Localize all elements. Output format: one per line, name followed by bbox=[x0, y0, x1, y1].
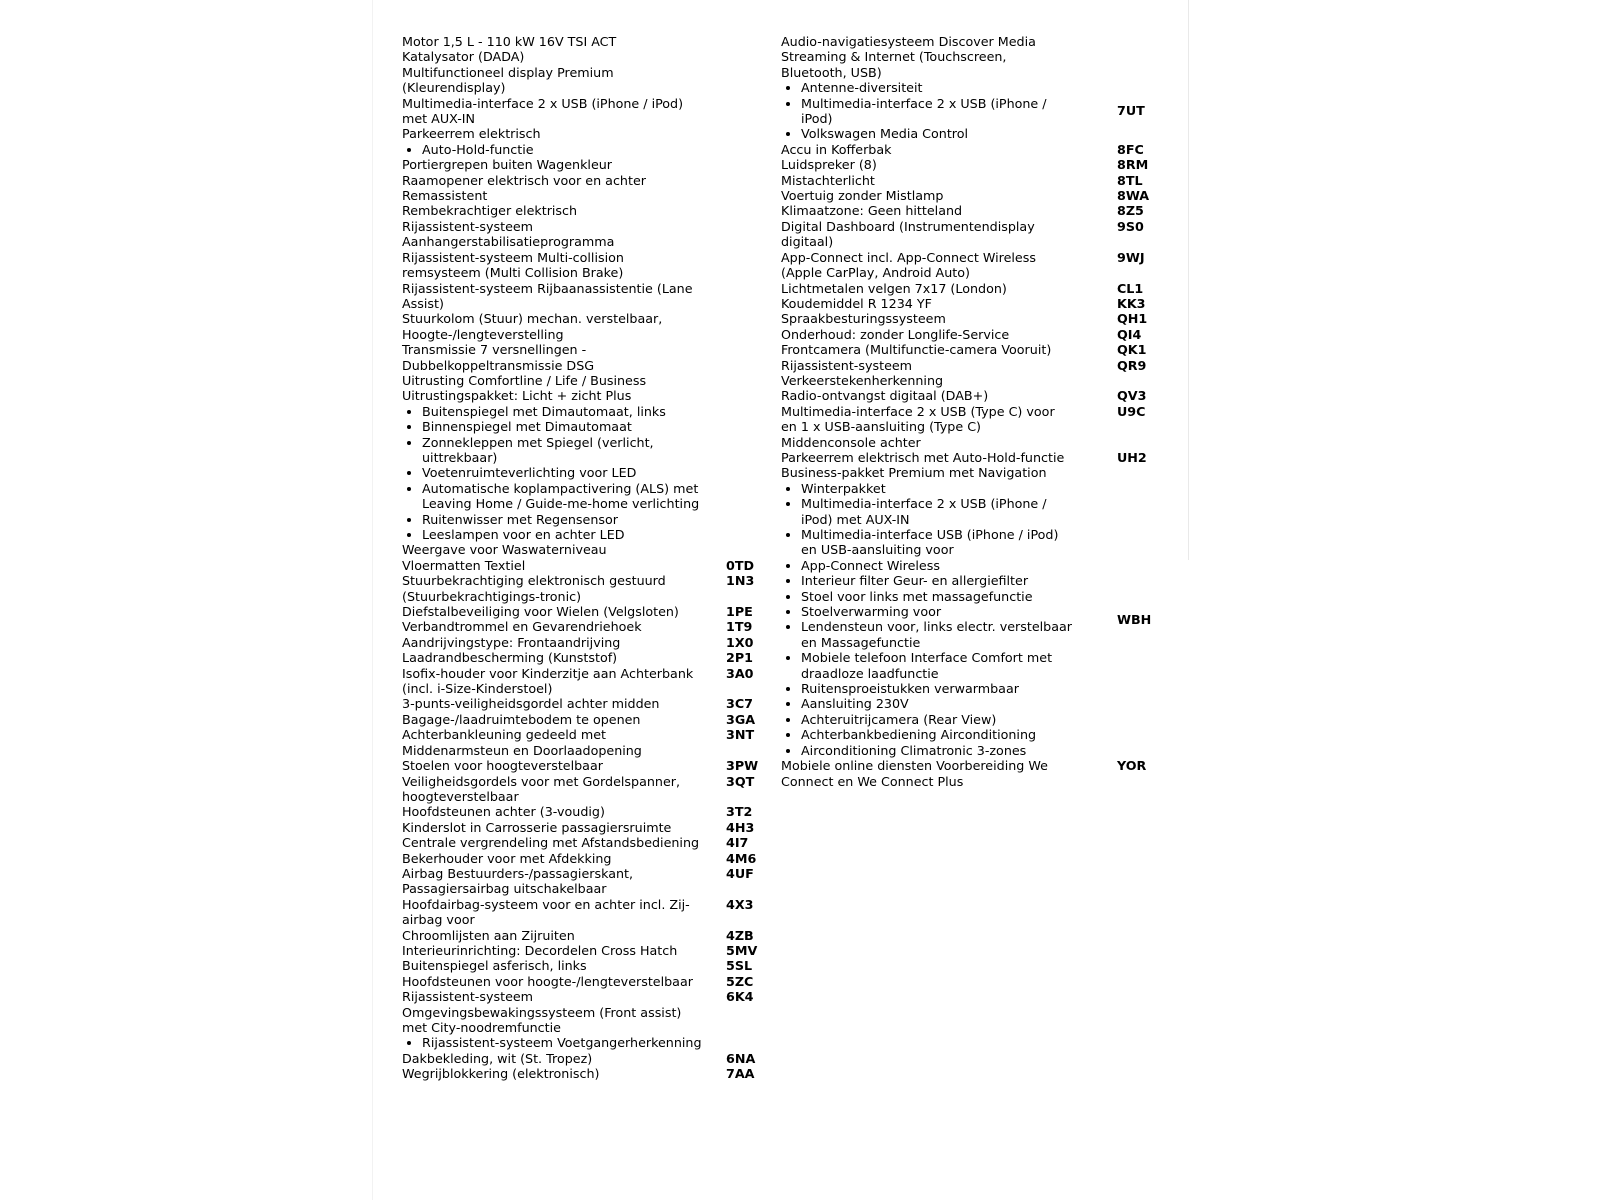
equipment-row bbox=[402, 758, 772, 773]
bullet-item: • Multimedia-interface USB (iPhone / iPod) en USB-aansluiting voor bbox=[801, 527, 1073, 558]
bullet-item: • Automatische koplampactivering (ALS) met Leaving Home / Guide-me-home verlichting bbox=[422, 481, 702, 512]
equipment-row bbox=[402, 851, 772, 866]
bullet-item: • Interieur filter Geur- en allergiefilter bbox=[801, 573, 1073, 588]
equipment-row bbox=[402, 943, 772, 958]
equipment-code: 3GA bbox=[726, 711, 756, 727]
equipment-label: Accu in Kofferbak bbox=[781, 141, 892, 157]
equipment-row bbox=[781, 219, 1161, 250]
equipment-code: KK3 bbox=[1117, 295, 1146, 311]
equipment-label: Laadrandbescherming (Kunststof) bbox=[402, 650, 618, 666]
equipment-label: Stoelen voor hoogteverstelbaar bbox=[402, 758, 603, 774]
equipment-row bbox=[402, 928, 772, 943]
equipment-label: Katalysator (DADA) bbox=[402, 49, 525, 65]
bullet-item: • Aansluiting 230V bbox=[801, 696, 1073, 711]
equipment-sub-list bbox=[402, 1035, 702, 1050]
equipment-row bbox=[781, 327, 1161, 342]
equipment-row bbox=[402, 1066, 772, 1081]
equipment-label: Dakbekleding, wit (St. Tropez) bbox=[402, 1050, 593, 1066]
equipment-label: Aandrijvingstype: Frontaandrijving bbox=[402, 634, 621, 650]
bullet-item: • Rijassistent-systeem Voetgangerherkenning bbox=[422, 1035, 702, 1050]
equipment-code: 2P1 bbox=[726, 650, 753, 666]
equipment-code: 6NA bbox=[726, 1050, 756, 1066]
bullet-item: • Volkswagen Media Control bbox=[801, 126, 1073, 141]
equipment-row bbox=[402, 542, 772, 557]
equipment-row bbox=[402, 1051, 772, 1066]
equipment-label: Uitrusting Comfortline / Life / Business bbox=[402, 372, 647, 388]
equipment-code: QV3 bbox=[1117, 388, 1147, 404]
equipment-row bbox=[402, 173, 772, 188]
equipment-label: Luidspreker (8) bbox=[781, 157, 877, 173]
bullet-item: • Ruitensproeistukken verwarmbaar bbox=[801, 681, 1073, 696]
bullet-item: • Buitenspiegel met Dimautomaat, links bbox=[422, 404, 702, 419]
equipment-label: Verbandtrommel en Gevarendriehoek bbox=[402, 619, 642, 635]
equipment-label: Mistachterlicht bbox=[781, 172, 875, 188]
equipment-row bbox=[781, 173, 1161, 188]
bullet-item: • Antenne-diversiteit bbox=[801, 80, 1073, 95]
equipment-row bbox=[781, 281, 1161, 296]
equipment-row bbox=[402, 666, 772, 697]
bullet-list bbox=[402, 404, 702, 543]
equipment-code: 4UF bbox=[726, 865, 754, 881]
equipment-row bbox=[781, 481, 1161, 758]
equipment-row bbox=[402, 203, 772, 218]
equipment-row bbox=[402, 65, 772, 96]
bullet-item: • Binnenspiegel met Dimautomaat bbox=[422, 419, 702, 434]
equipment-code: 1PE bbox=[726, 604, 753, 620]
equipment-label: Transmissie 7 versnellingen - Dubbelkoppeltransmissie DSG bbox=[402, 342, 595, 373]
equipment-code: U9C bbox=[1117, 403, 1146, 419]
equipment-column-left bbox=[402, 34, 772, 1082]
equipment-code: 8TL bbox=[1117, 172, 1143, 188]
equipment-label: Koudemiddel R 1234 YF bbox=[781, 295, 932, 311]
equipment-code: 3T2 bbox=[726, 804, 753, 820]
equipment-label: Stuurkolom (Stuur) mechan. verstelbaar, Hoogte-/lengteverstelling bbox=[402, 311, 663, 342]
equipment-row bbox=[402, 311, 772, 342]
bullet-item: • Ruitenwisser met Regensensor bbox=[422, 512, 702, 527]
equipment-column-right bbox=[781, 34, 1161, 789]
bullet-item: • Mobiele telefoon Interface Comfort met draadloze laadfunctie bbox=[801, 650, 1073, 681]
equipment-label: Bagage-/laadruimtebodem te openen bbox=[402, 711, 641, 727]
equipment-row bbox=[402, 774, 772, 805]
bullet-item: • Multimedia-interface 2 x USB (iPhone / iPod) met AUX-IN bbox=[801, 496, 1073, 527]
equipment-row bbox=[402, 619, 772, 634]
bullet-item: • Airconditioning Climatronic 3-zones bbox=[801, 743, 1073, 758]
equipment-label: Multimedia-interface 2 x USB (iPhone / iPod) met AUX-IN bbox=[402, 95, 684, 127]
equipment-label: Klimaatzone: Geen hitteland bbox=[781, 203, 963, 219]
equipment-code: CL1 bbox=[1117, 280, 1144, 296]
equipment-row bbox=[402, 958, 772, 973]
equipment-label: Multimedia-interface 2 x USB (Type C) voor en 1 x USB-aansluiting (Type C) Middenconsole achter bbox=[781, 403, 1055, 450]
equipment-code: 3PW bbox=[726, 758, 759, 774]
bullet-item: • App-Connect Wireless bbox=[801, 558, 1073, 573]
equipment-label: Portiergrepen buiten Wagenkleur bbox=[402, 157, 613, 173]
equipment-label: Raamopener elektrisch voor en achter bbox=[402, 172, 646, 188]
equipment-row bbox=[781, 188, 1161, 203]
equipment-label: Frontcamera (Multifunctie-camera Vooruit) bbox=[781, 342, 1052, 358]
equipment-row bbox=[402, 219, 772, 250]
equipment-code: QI4 bbox=[1117, 326, 1142, 342]
equipment-code: 7UT bbox=[1117, 103, 1145, 119]
equipment-code: 7AA bbox=[726, 1066, 755, 1082]
equipment-row bbox=[402, 573, 772, 604]
equipment-row bbox=[402, 835, 772, 850]
equipment-row bbox=[781, 34, 1161, 80]
equipment-row bbox=[402, 712, 772, 727]
equipment-code: QR9 bbox=[1117, 357, 1147, 373]
equipment-row bbox=[781, 203, 1161, 218]
equipment-row bbox=[402, 804, 772, 819]
equipment-row bbox=[781, 358, 1161, 389]
equipment-label: Remassistent bbox=[402, 188, 488, 204]
equipment-label: Uitrustingspakket: Licht + zicht Plus bbox=[402, 388, 632, 404]
equipment-label: Voertuig zonder Mistlamp bbox=[781, 188, 944, 204]
equipment-code: 1X0 bbox=[726, 634, 754, 650]
equipment-row bbox=[402, 250, 772, 281]
equipment-label: Buitenspiegel asferisch, links bbox=[402, 958, 587, 974]
equipment-code: WBH bbox=[1117, 611, 1152, 627]
equipment-row bbox=[402, 342, 772, 373]
equipment-code: 1N3 bbox=[726, 573, 755, 589]
equipment-label: Rijassistent-systeem Rijbaanassistentie (Lane Assist) bbox=[402, 280, 693, 311]
equipment-label: Spraakbesturingssysteem bbox=[781, 311, 946, 327]
equipment-row bbox=[781, 311, 1161, 326]
equipment-label: 3-punts-veiligheidsgordel achter midden bbox=[402, 696, 660, 712]
bullet-item: • Achteruitrijcamera (Rear View) bbox=[801, 712, 1073, 727]
equipment-code: 4H3 bbox=[726, 819, 755, 835]
equipment-row bbox=[402, 974, 772, 989]
equipment-code: 5MV bbox=[726, 942, 758, 958]
equipment-row bbox=[402, 635, 772, 650]
bullet-item: • Winterpakket bbox=[801, 481, 1073, 496]
equipment-code: 5SL bbox=[726, 958, 753, 974]
equipment-code: 4M6 bbox=[726, 850, 757, 866]
bullet-list bbox=[781, 80, 1073, 142]
equipment-row bbox=[402, 650, 772, 665]
equipment-label: Lichtmetalen velgen 7x17 (London) bbox=[781, 280, 1007, 296]
equipment-sub-list bbox=[781, 481, 1073, 758]
equipment-label: Hoofdairbag-systeem voor en achter incl. Zij-airbag voor bbox=[402, 896, 690, 928]
equipment-row bbox=[781, 465, 1161, 480]
equipment-row bbox=[402, 696, 772, 711]
equipment-row bbox=[402, 727, 772, 758]
equipment-label: Digital Dashboard (Instrumentendisplay digitaal) bbox=[781, 218, 1035, 250]
equipment-row bbox=[402, 126, 772, 141]
equipment-row bbox=[781, 157, 1161, 172]
equipment-row bbox=[402, 989, 772, 1035]
equipment-row bbox=[402, 373, 772, 388]
equipment-code: 8Z5 bbox=[1117, 203, 1144, 219]
equipment-label: Parkeerrem elektrisch bbox=[402, 126, 541, 142]
equipment-label: App-Connect incl. App-Connect Wireless (Apple CarPlay, Android Auto) bbox=[781, 249, 1036, 281]
equipment-row bbox=[402, 281, 772, 312]
bullet-item: • Voetenruimteverlichting voor LED bbox=[422, 465, 702, 480]
equipment-row bbox=[402, 866, 772, 897]
equipment-row bbox=[402, 388, 772, 403]
equipment-label: Business-pakket Premium met Navigation bbox=[781, 465, 1047, 481]
equipment-label: Audio-navigatiesysteem Discover Media Streaming & Internet (Touchscreen, Bluetooth, USB) bbox=[781, 34, 1036, 80]
equipment-code: 6K4 bbox=[726, 989, 754, 1005]
equipment-row bbox=[402, 404, 772, 543]
equipment-label: Rembekrachtiger elektrisch bbox=[402, 203, 578, 219]
equipment-row bbox=[781, 142, 1161, 157]
equipment-code: 5ZC bbox=[726, 973, 754, 989]
equipment-code: 8RM bbox=[1117, 157, 1149, 173]
equipment-code: 0TD bbox=[726, 557, 755, 573]
equipment-code: YOR bbox=[1117, 758, 1147, 774]
equipment-row bbox=[781, 342, 1161, 357]
bullet-list bbox=[402, 142, 534, 157]
equipment-sub-list bbox=[402, 142, 534, 157]
equipment-sub-list bbox=[402, 404, 702, 543]
equipment-row bbox=[781, 80, 1161, 142]
bullet-item: • Leeslampen voor en achter LED bbox=[422, 527, 702, 542]
bullet-item: • Multimedia-interface 2 x USB (iPhone / iPod) bbox=[801, 96, 1073, 127]
equipment-label: Veiligheidsgordels voor met Gordelspanner, hoogteverstelbaar bbox=[402, 773, 681, 804]
equipment-code: 1T9 bbox=[726, 619, 753, 635]
equipment-label: Rijassistent-systeem Verkeerstekenherkenning bbox=[781, 357, 944, 388]
equipment-label: Hoofdsteunen voor hoogte-/lengteverstelbaar bbox=[402, 973, 693, 989]
equipment-row bbox=[781, 250, 1161, 281]
equipment-row bbox=[402, 604, 772, 619]
equipment-code: QH1 bbox=[1117, 311, 1148, 327]
bullet-item: • Lendensteun voor, links electr. verstelbaar en Massagefunctie bbox=[801, 619, 1073, 650]
equipment-row bbox=[402, 558, 772, 573]
equipment-code: 3C7 bbox=[726, 696, 753, 712]
equipment-label: Diefstalbeveiliging voor Wielen (Velgsloten) bbox=[402, 604, 679, 620]
equipment-label: Multifunctioneel display Premium (Kleurendisplay) bbox=[402, 64, 614, 96]
bullet-list bbox=[402, 1035, 702, 1050]
equipment-code: UH2 bbox=[1117, 449, 1147, 465]
equipment-code: 4ZB bbox=[726, 927, 754, 943]
equipment-label: Radio-ontvangst digitaal (DAB+) bbox=[781, 388, 989, 404]
equipment-label: Chroomlijsten aan Zijruiten bbox=[402, 927, 575, 943]
equipment-label: Airbag Bestuurders-/passagierskant, Passagiersairbag uitschakelbaar bbox=[402, 865, 634, 897]
equipment-row bbox=[781, 758, 1161, 789]
equipment-row bbox=[781, 388, 1161, 403]
equipment-label: Interieurinrichting: Decordelen Cross Hatch bbox=[402, 942, 678, 958]
equipment-label: Rijassistent-systeem Multi-collision remsysteem (Multi Collision Brake) bbox=[402, 249, 624, 281]
equipment-row bbox=[781, 404, 1161, 450]
equipment-label: Rijassistent-systeem Aanhangerstabilisatieprogramma bbox=[402, 218, 615, 250]
equipment-row bbox=[402, 157, 772, 172]
equipment-label: Vloermatten Textiel bbox=[402, 557, 526, 573]
equipment-label: Parkeerrem elektrisch met Auto-Hold-functie bbox=[781, 449, 1065, 465]
equipment-label: Stuurbekrachtiging elektronisch gestuurd (Stuurbekrachtigings-tronic) bbox=[402, 573, 666, 604]
equipment-row bbox=[402, 49, 772, 64]
equipment-code: 9WJ bbox=[1117, 249, 1145, 265]
equipment-code: QK1 bbox=[1117, 342, 1147, 358]
equipment-label: Kinderslot in Carrosserie passagiersruimte bbox=[402, 819, 672, 835]
equipment-row bbox=[402, 1035, 772, 1050]
equipment-code: 8FC bbox=[1117, 141, 1144, 157]
equipment-sub-list bbox=[781, 80, 1073, 142]
equipment-row bbox=[781, 296, 1161, 311]
equipment-row bbox=[781, 450, 1161, 465]
bullet-list bbox=[781, 481, 1073, 758]
equipment-code: 3NT bbox=[726, 727, 755, 743]
equipment-row bbox=[402, 897, 772, 928]
equipment-row bbox=[402, 142, 772, 157]
equipment-row bbox=[402, 188, 772, 203]
equipment-code: 4X3 bbox=[726, 896, 754, 912]
equipment-label: Bekerhouder voor met Afdekking bbox=[402, 850, 612, 866]
equipment-label: Isofix-houder voor Kinderzitje aan Achterbank (incl. i-Size-Kinderstoel) bbox=[402, 665, 694, 697]
equipment-label: Weergave voor Waswaterniveau bbox=[402, 542, 607, 558]
equipment-label: Onderhoud: zonder Longlife-Service bbox=[781, 326, 1010, 342]
equipment-code: 8WA bbox=[1117, 188, 1150, 204]
equipment-label: Rijassistent-systeem Omgevingsbewakingssysteem (Front assist) met City-noodremfunctie bbox=[402, 989, 682, 1035]
bullet-item: • Auto-Hold-functie bbox=[422, 142, 534, 157]
bullet-item: • Zonnekleppen met Spiegel (verlicht, uittrekbaar) bbox=[422, 435, 702, 466]
bullet-item: • Stoel voor links met massagefunctie bbox=[801, 589, 1073, 604]
bullet-item: • Achterbankbediening Airconditioning bbox=[801, 727, 1073, 742]
equipment-code: 3QT bbox=[726, 773, 755, 789]
equipment-label: Wegrijblokkering (elektronisch) bbox=[402, 1066, 600, 1082]
equipment-code: 4I7 bbox=[726, 835, 749, 851]
equipment-label: Hoofdsteunen achter (3-voudig) bbox=[402, 804, 605, 820]
equipment-row bbox=[402, 820, 772, 835]
bullet-item: • Stoelverwarming voor bbox=[801, 604, 1073, 619]
equipment-label: Centrale vergrendeling met Afstandsbediening bbox=[402, 835, 700, 851]
equipment-label: Mobiele online diensten Voorbereiding We Connect en We Connect Plus bbox=[781, 758, 1048, 789]
equipment-code: 9S0 bbox=[1117, 218, 1144, 234]
equipment-row bbox=[402, 96, 772, 127]
equipment-label: Achterbankleuning gedeeld met Middenarmsteun en Doorlaadopening bbox=[402, 727, 642, 758]
equipment-code: 3A0 bbox=[726, 665, 754, 681]
equipment-row bbox=[402, 34, 772, 49]
equipment-label: Motor 1,5 L - 110 kW 16V TSI ACT bbox=[402, 34, 617, 49]
